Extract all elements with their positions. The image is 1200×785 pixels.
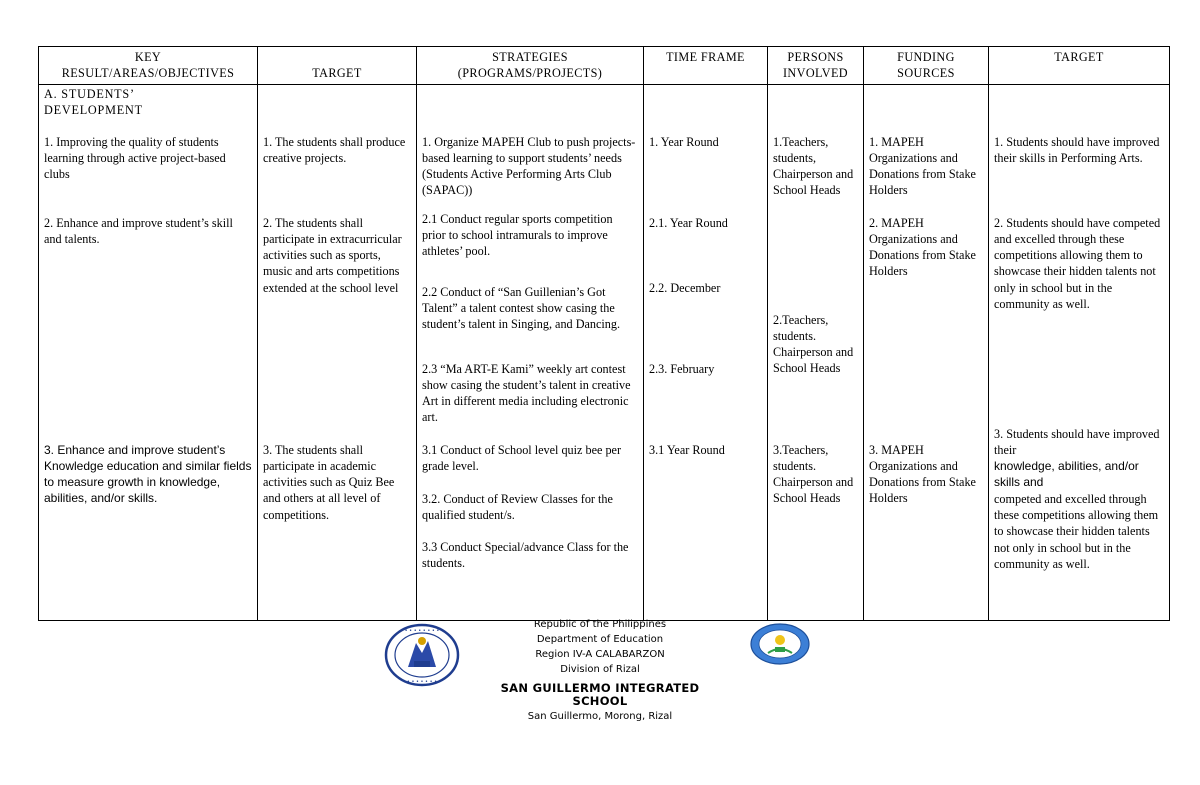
header-strategies: STRATEGIES (PROGRAMS/PROJECTS) xyxy=(417,47,644,85)
school-seal-icon xyxy=(750,623,810,665)
objective-1: 1. Improving the quality of students learning through active project-based clubs xyxy=(44,134,226,182)
outcome-2: 2. Students should have competed and excelled through these competitions allowing them to showcase their hidden talents not only in school but in the community as well. xyxy=(994,215,1161,312)
target-3: 3. The students shall participate in academic activities such as Quiz Bee and others at all level of competitions. xyxy=(263,442,395,522)
section-title: A. STUDENTS’ DEVELOPMENT xyxy=(44,86,143,117)
outcome-1: 1. Students should have improved their skills in Performing Arts. xyxy=(994,134,1160,165)
target-2: 2. The students shall participate in extracurricular activities such as sports, music and arts competitions extended at the school level xyxy=(263,215,402,295)
targets-cell xyxy=(258,84,417,620)
table-header-row xyxy=(39,47,1170,85)
time-frame-2-2: 2.2. December xyxy=(649,280,721,295)
header-key-result: KEY RESULT/AREAS/OBJECTIVES xyxy=(39,47,258,85)
header-funding-sources: FUNDING SOURCES xyxy=(864,47,989,85)
strategy-3-2: 3.2. Conduct of Review Classes for the qualified student/s. xyxy=(422,491,613,522)
outcome-3 xyxy=(994,426,1165,573)
target-1: 1. The students shall produce creative projects. xyxy=(263,134,406,165)
department-line: Department of Education xyxy=(536,634,664,645)
funding-1: 1. MAPEH Organizations and Donations from Stake Holders xyxy=(869,134,976,198)
letterhead-footer xyxy=(0,617,1200,727)
persons-cell xyxy=(768,84,864,620)
strategy-2-2: 2.2 Conduct of “San Guillenian’s Got Talent” a talent contest show casing the student’s talent in Singing, and Dancing. xyxy=(422,284,621,332)
funding-2: 2. MAPEH Organizations and Donations from Stake Holders xyxy=(869,215,976,279)
strategy-2-1: 2.1 Conduct regular sports competition prior to school intramurals to improve athletes’ pool. xyxy=(422,211,613,259)
strategy-3-3: 3.3 Conduct Special/advance Class for the students. xyxy=(422,539,629,570)
funding-cell xyxy=(864,84,989,620)
svg-text:• • • • • • • •: • • • • • • • • xyxy=(404,628,440,634)
strategy-1: 1. Organize MAPEH Club to push projects-based learning to support students’ needs (Students Active Performing Arts Club (SAPAC)) xyxy=(422,134,636,198)
outcome-3-line-a: 3. Students should have improved their xyxy=(994,426,1160,457)
header-target: TARGET xyxy=(258,47,417,85)
persons-3: 3.Teachers, students. Chairperson and School Heads xyxy=(773,442,854,506)
deped-seal-icon xyxy=(384,623,460,687)
time-frame-cell xyxy=(644,84,768,620)
header-target-outcome: TARGET xyxy=(989,47,1170,85)
outcome-3-line-c: competed and excelled through these competitions allowing them to showcase their hidden talents not only in school but in the community as well. xyxy=(994,491,1159,571)
persons-1: 1.Teachers, students, Chairperson and School Heads xyxy=(773,134,854,198)
time-frame-2-3: 2.3. February xyxy=(649,361,715,376)
table-row xyxy=(39,84,1170,620)
division-line: Division of Rizal xyxy=(560,664,640,675)
svg-text:• • • • • • •: • • • • • • • xyxy=(406,679,438,685)
school-address: San Guillermo, Morong, Rizal xyxy=(527,711,673,722)
header-persons-involved: PERSONS INVOLVED xyxy=(768,47,864,85)
header-time-frame: TIME FRAME xyxy=(644,47,768,85)
school-name: SAN GUILLERMO INTEGRATED SCHOOL xyxy=(500,681,700,708)
objectives-cell xyxy=(39,84,258,620)
letterhead-text xyxy=(470,617,730,724)
action-plan-table xyxy=(38,46,1170,621)
time-frame-2-1: 2.1. Year Round xyxy=(649,215,728,230)
persons-2: 2.Teachers, students. Chairperson and School Heads xyxy=(773,312,854,376)
strategies-cell xyxy=(417,84,644,620)
republic-line: Republic of the Philippines xyxy=(533,619,667,630)
outcome-3-line-b: knowledge, abilities, and/or skills and xyxy=(994,459,1139,490)
strategy-3-1: 3.1 Conduct of School level quiz bee per grade level. xyxy=(422,442,622,473)
objective-3: 3. Enhance and improve student’s Knowledge education and similar fields to measure growth in knowledge, abilities, and/or skills. xyxy=(44,442,252,506)
target-outcome-cell xyxy=(989,84,1170,620)
region-line: Region IV-A CALABARZON xyxy=(535,649,665,660)
objective-2: 2. Enhance and improve student’s skill and talents. xyxy=(44,215,233,246)
strategy-2-3: 2.3 “Ma ART-E Kami” weekly art contest show casing the student’s talent in creative Art in different media including electronic art. xyxy=(422,361,631,425)
time-frame-3-1: 3.1 Year Round xyxy=(649,442,725,457)
funding-3: 3. MAPEH Organizations and Donations from Stake Holders xyxy=(869,442,976,506)
time-frame-1: 1. Year Round xyxy=(649,134,719,149)
